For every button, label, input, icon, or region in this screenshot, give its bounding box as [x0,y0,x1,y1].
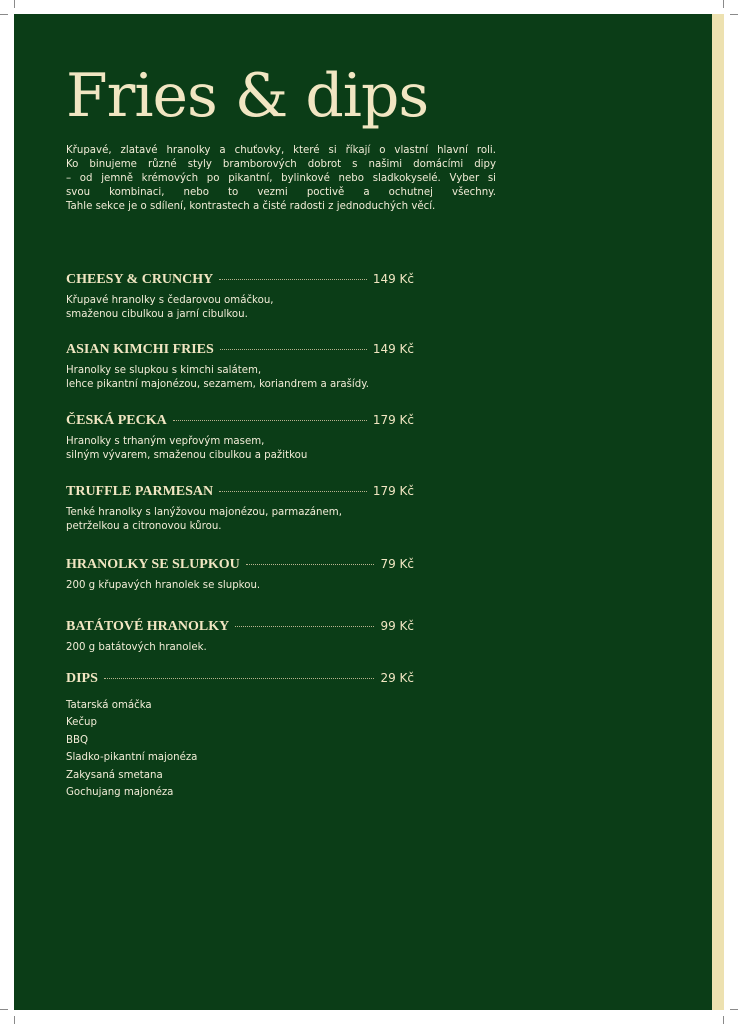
dip-option: Kečup [66,717,97,729]
crop-mark [730,14,738,15]
description-line: 200 g batátových hranolek. [66,642,207,653]
description-line: Tenké hranolky s lanýžovou majonézou, parmazánem, [66,507,342,518]
menu-item-description [66,364,414,392]
menu-item-name: DIPS [66,671,98,686]
description-line: Hranolky s trhaným vepřovým masem, [66,436,265,447]
description-line: Hranolky se slupkou s kimchi salátem, [66,365,262,376]
crop-mark [14,1016,15,1024]
intro-line: Ko binujeme různé styly bramborových dobrot s našimi domácími dipy [66,159,496,170]
menu-item-price: 29 Kč [380,671,414,685]
intro-line: Tahle sekce je o sdílení, kontrastech a čisté radosti z jednoduchých věcí. [66,201,436,212]
description-line: petrželkou a citronovou kůrou. [66,521,222,532]
dip-option: Gochujang majonéza [66,787,174,799]
menu-item-name: BATÁTOVÉ HRANOLKY [66,619,230,634]
description-line: lehce pikantní majonézou, sezamem, koriandrem a arašídy. [66,379,370,390]
menu-item-name: TRUFFLE PARMESAN [66,484,214,499]
crop-mark [0,1009,8,1010]
menu-item-description [66,579,414,593]
menu-item-name: CHEESY & CRUNCHY [66,272,214,287]
dot-leader [235,626,374,627]
menu-item-asian-kimchi-fries [66,342,414,392]
dip-option: Sladko-pikantní majonéza [66,752,198,764]
dip-option: Tatarská omáčka [66,700,152,711]
menu-item-name: ASIAN KIMCHI FRIES [66,342,214,357]
intro-text [66,144,496,214]
page-edge-strip [712,14,724,1010]
menu-item-truffle-parmesan [66,484,414,534]
menu-item-price: 179 Kč [372,484,414,498]
menu-item-description [66,294,414,322]
intro-line: – od jemně krémových po pikantní, bylinkové nebo sladkokyselé. Vyber si [66,173,496,184]
page-title: Fries & dips [66,61,429,131]
menu-item-description [66,506,414,534]
menu-item-ceska-pecka [66,413,414,463]
dip-option: BBQ [66,734,88,746]
intro-line: Křupavé, zlatavé hranolky a chuťovky, které si říkají o vlastní hlavní roli. [66,145,496,156]
description-line: silným vývarem, smaženou cibulkou a pažitkou [66,450,308,461]
intro-line: svou kombinaci, nebo to vezmi poctivě a ochutnej všechny. [66,187,496,198]
menu-item-price: 79 Kč [380,557,414,571]
dot-leader [173,420,367,421]
dot-leader [219,491,367,492]
menu-item-dips [66,671,414,689]
crop-mark [0,14,8,15]
crop-mark [730,1009,738,1010]
menu-item-price: 149 Kč [372,342,414,356]
dot-leader [219,279,367,280]
menu-item-price: 149 Kč [372,272,414,286]
dip-option: Zakysaná smetana [66,769,163,781]
menu-item-price: 99 Kč [380,619,414,633]
dot-leader [246,564,375,565]
crop-mark [723,1016,724,1024]
crop-mark [723,0,724,8]
dips-list [66,697,197,801]
description-line: 200 g křupavých hranolek se slupkou. [66,580,261,591]
description-line: smaženou cibulkou a jarní cibulkou. [66,309,248,320]
crop-mark [14,0,15,8]
dot-leader [104,678,375,679]
menu-item-hranolky-se-slupkou [66,557,414,593]
menu-item-description [66,641,414,655]
description-line: Křupavé hranolky s čedarovou omáčkou, [66,295,274,306]
menu-item-name: HRANOLKY SE SLUPKOU [66,557,240,572]
menu-item-description [66,435,414,463]
menu-item-cheesy-crunchy [66,272,414,322]
menu-item-batatove-hranolky [66,619,414,655]
menu-item-price: 179 Kč [372,413,414,427]
dot-leader [220,349,367,350]
menu-item-name: ČESKÁ PECKA [66,413,167,428]
